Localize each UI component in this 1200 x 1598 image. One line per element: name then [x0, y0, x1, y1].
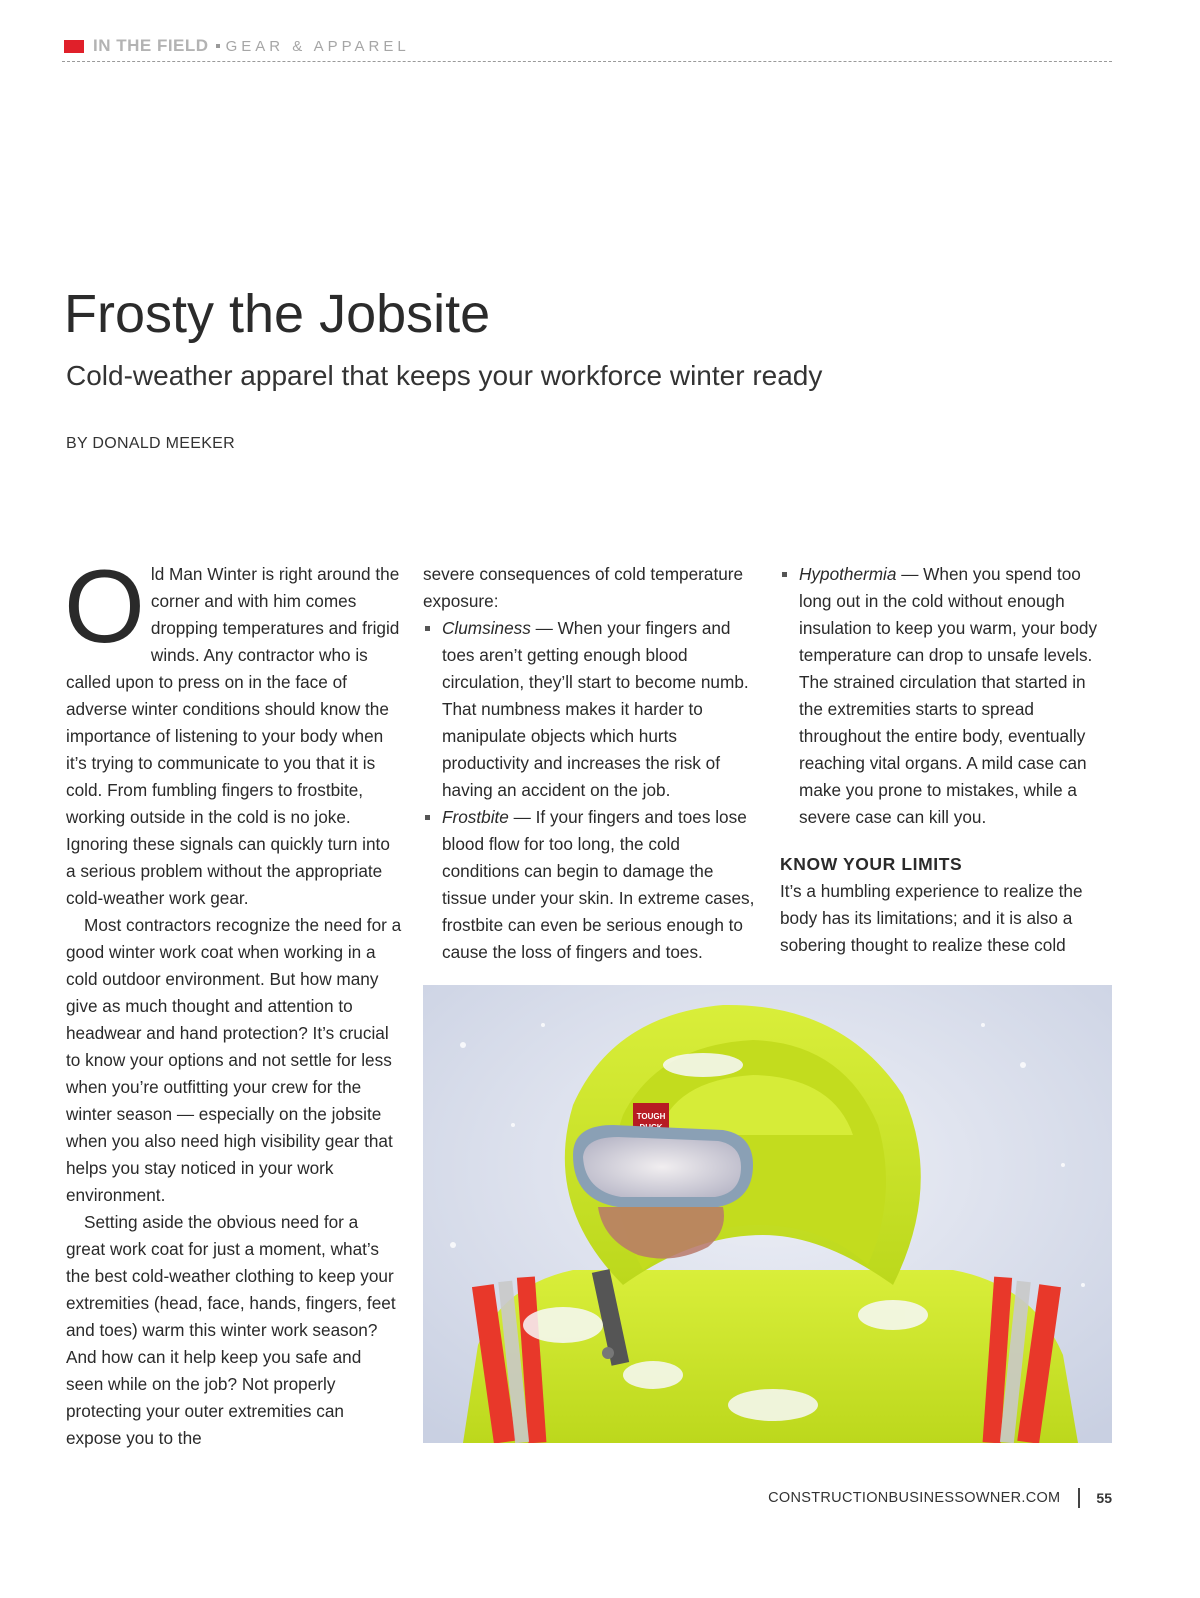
section-header: [64, 36, 410, 56]
page-footer: [768, 1488, 1112, 1508]
bullet-square-icon: [425, 815, 430, 820]
list-item: [780, 561, 1112, 831]
bullet-square-icon: [782, 572, 787, 577]
header-divider: [62, 61, 1112, 62]
symptom-list: [423, 615, 761, 966]
body-column-1: [64, 549, 402, 1452]
drop-cap: O: [64, 549, 145, 665]
article-photo: [423, 985, 1112, 1443]
body-paragraph: [64, 549, 402, 912]
body-column-3: [780, 561, 1112, 959]
list-text: — When your fingers and toes aren’t getting enough blood circulation, they’ll start to become numb. That numbness makes it harder to manipulate objects which hurts productivity and increases the risk of having an accident on the job.: [442, 618, 749, 800]
body-paragraph: Setting aside the obvious need for a great work coat for just a moment, what’s the best cold-weather clothing to keep your extremities (head, face, hands, fingers, feet and toes) warm this winter work season? And how can it help keep you safe and seen while on the job? Not properly protecting your outer extremities can expose you to the: [66, 1212, 396, 1448]
list-term: Clumsiness: [442, 618, 531, 638]
body-paragraph: Most contractors recognize the need for a good winter work coat when working in a cold outdoor environment. But how many give as much thought and attention to headwear and hand protection? It’s crucial to know your options and not settle for less when you’re outfitting your crew for the winter season — especially on the jobsite when you also need high visibility gear that helps you stay noticed in your work environment.: [66, 915, 402, 1205]
section-name: IN THE FIELD: [93, 36, 209, 55]
section-accent-mark: [64, 40, 84, 53]
subsection-name: GEAR & APPAREL: [225, 37, 410, 55]
hat-logo-line1: TOUGH: [636, 1112, 666, 1121]
article-title: Frosty the Jobsite: [64, 284, 491, 344]
worker-in-snow-photo: [423, 985, 1112, 1443]
article-subtitle: Cold-weather apparel that keeps your workforce winter ready: [66, 360, 823, 391]
section-subhead: KNOW YOUR LIMITS: [780, 854, 963, 874]
body-paragraph: It’s a humbling experience to realize the body has its limitations; and it is also a sobering thought to realize these cold: [780, 881, 1083, 955]
list-text: — If your fingers and toes lose blood flow for too long, the cold conditions can begin to damage the tissue under your skin. In extreme cases, frostbite can even be serious enough to cause the loss of fingers and toes.: [442, 807, 755, 962]
paragraph-text: ld Man Winter is right around the corner and with him comes dropping temperatures and frigid winds. Any contractor who is called upon to press on in the face of adverse winter conditions should know the importance of listening to your body when it’s trying to communicate to you that it is cold. From fumbling fingers to frostbite, working outside in the cold is no joke. Ignoring these signals can quickly turn into a serious problem without the appropriate cold-weather work gear.: [66, 564, 400, 908]
bullet-square-icon: [425, 626, 430, 631]
body-paragraph: severe consequences of cold temperature exposure:: [423, 564, 744, 611]
symptom-list-continued: [780, 561, 1112, 831]
footer-divider: [1078, 1488, 1080, 1508]
list-text: — When you spend too long out in the cold without enough insulation to keep you warm, your body temperature can drop to unsafe levels. The strained circulation that started in the extremities starts to spread throughout the entire body, eventually reaching vital organs. A mild case can make you prone to mistakes, while a severe case can kill you.: [799, 564, 1098, 827]
list-item: [423, 615, 761, 804]
footer-website: CONSTRUCTIONBUSINESSOWNER.COM: [768, 1490, 1061, 1506]
page-number: 55: [1096, 1490, 1112, 1506]
list-item: [423, 804, 761, 966]
list-term: Frostbite: [442, 807, 509, 827]
body-column-2: [423, 561, 761, 966]
list-term: Hypothermia: [799, 564, 897, 584]
section-separator: [216, 44, 220, 48]
byline: BY DONALD MEEKER: [66, 435, 235, 452]
